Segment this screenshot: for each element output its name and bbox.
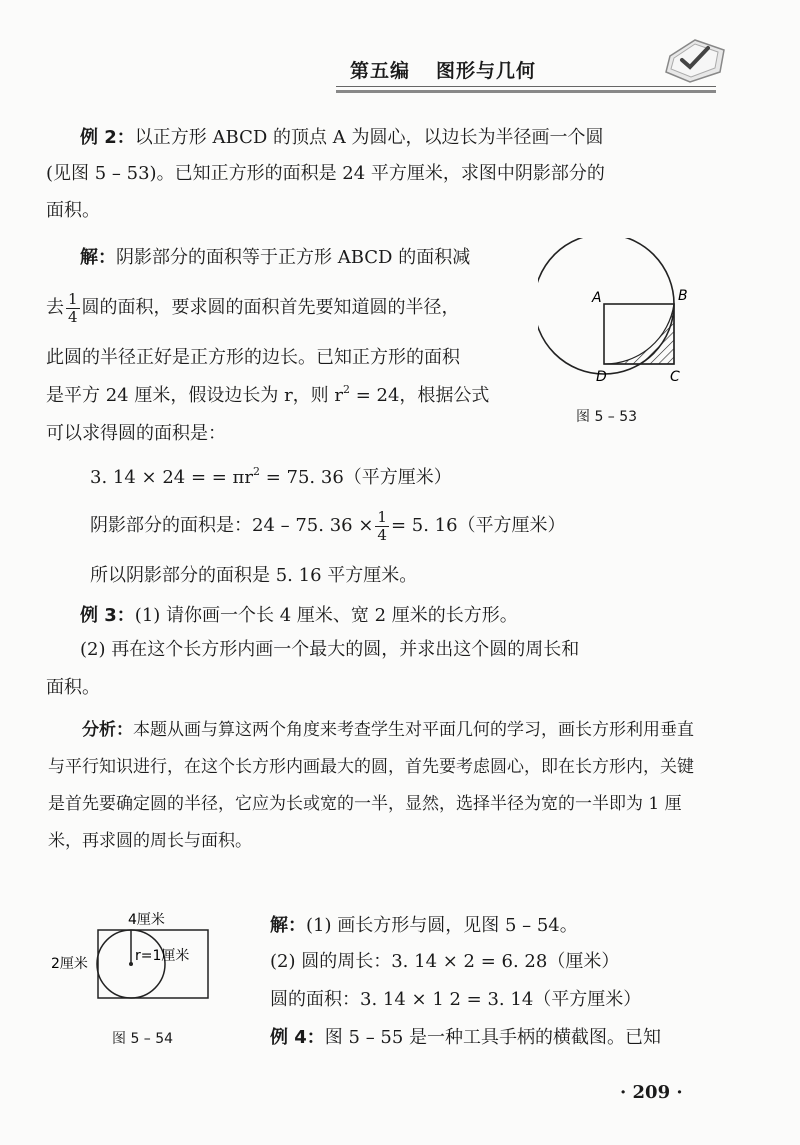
page-number: · 209 · [620, 1082, 683, 1103]
example4-line1: 例 4：图 5 – 55 是一种工具手柄的横截图。已知 [270, 1027, 662, 1048]
fraction-numerator: 1 [68, 289, 78, 308]
fraction-numerator: 1 [377, 507, 387, 526]
solution2-line3: 此圆的半径正好是正方形的边长。已知正方形的面积 [46, 347, 460, 368]
pencil-logo-icon [660, 36, 730, 86]
figure-5-53-caption: 图 5 – 53 [576, 409, 638, 425]
solution2-line2-pre: 去 [46, 297, 64, 318]
solution3-line1: 解：(1) 画长方形与圆，见图 5 – 54。 [270, 915, 578, 936]
analysis-label: 分析 [82, 720, 116, 740]
figure-5-54-caption: 图 5 – 54 [112, 1031, 174, 1047]
example4-text1: 图 5 – 55 是一种工具手柄的横截图。已知 [324, 1027, 662, 1048]
solution3-label: 解 [270, 915, 288, 936]
header-rule [336, 86, 716, 87]
analysis-paragraph: 分析：本题从画与算这两个角度来考查学生对平面几何的学习，画长方形利用垂直与平行知识进行，在这个长方形内画最大的圆，首先要考虑圆心，即在长方形内，关键是首先要确定圆的半径，它应为长或宽的一半，显然，选择半径为宽的一半即为 1 厘米，再求圆的周长与面积。 [48, 720, 694, 851]
figure-5-53 [538, 238, 718, 388]
analysis-text: 本题从画与算这两个角度来考查学生对平面几何的学习，画长方形利用垂直与平行知识进行，在这个长方形内画最大的圆，首先要考虑圆心，即在长方形内，关键是首先要确定圆的半径，它应为长或宽的一半，显然，选择半径为宽的一半即为 1 厘米，再求圆的周长与面积。 [48, 720, 694, 851]
figure-5-54 [48, 910, 218, 1020]
fig54-left-label: 2厘米 [51, 956, 88, 972]
fig54-center-dot [129, 962, 133, 966]
exponent: 2 [343, 383, 350, 396]
solution2-conclusion: 所以阴影部分的面积是 5. 16 平方厘米。 [90, 565, 418, 586]
example2-text1: 以正方形 ABCD 的顶点 A 为圆心，以边长为半径画一个圆 [134, 127, 604, 148]
solution2-line2 [46, 290, 460, 326]
solution2-line4-pre: 是平方 24 厘米，假设边长为 r，则 r [46, 385, 343, 406]
fraction-quarter [375, 509, 389, 544]
fig53-shaded-region [604, 304, 674, 364]
example3-line1: 例 3：(1) 请你画一个长 4 厘米、宽 2 厘米的长方形。 [80, 605, 518, 626]
example3-line3: 面积。 [46, 677, 100, 698]
fig53-label-b: B [678, 288, 688, 304]
example2-line3: 面积。 [46, 200, 100, 221]
solution3-line3: 圆的面积：3. 14 × 1 2 = 3. 14（平方厘米） [270, 989, 642, 1010]
fraction-denominator: 4 [68, 307, 78, 326]
fig53-label-c: C [670, 369, 680, 385]
example3-line2: (2) 再在这个长方形内画一个最大的圆，并求出这个圆的周长和 [80, 639, 580, 660]
solution2-text1: 阴影部分的面积等于正方形 ABCD 的面积减 [116, 247, 471, 268]
solution3-line2: (2) 圆的周长：3. 14 × 2 = 6. 28（厘米） [270, 951, 620, 972]
fraction-denominator: 4 [377, 525, 387, 544]
solution2-line5: 可以求得圆的面积是： [46, 423, 226, 444]
page-header [350, 56, 536, 83]
formula2-pre: 阴影部分的面积是：24 – 75. 36 × [90, 515, 374, 536]
formula1-post: = 75. 36（平方厘米） [260, 467, 452, 488]
solution3-text1: (1) 画长方形与圆，见图 5 – 54。 [306, 915, 578, 936]
formula-circle-area [90, 460, 452, 495]
solution2-line4 [46, 378, 489, 413]
fig54-top-label: 4厘米 [128, 912, 165, 928]
formula2-post: = 5. 16（平方厘米） [390, 515, 566, 536]
example2-line2: (见图 5 – 53)。已知正方形的面积是 24 平方厘米，求图中阴影部分的 [46, 163, 605, 184]
example2-line1: 例 2：以正方形 ABCD 的顶点 A 为圆心，以边长为半径画一个圆 [80, 127, 604, 148]
fig54-radius-label: r=1厘米 [135, 948, 190, 964]
formula1-pre: 3. 14 × 24 = = πr [90, 467, 253, 488]
solution2-line4-post: = 24，根据公式 [350, 385, 490, 406]
header-rule-thick [336, 90, 716, 93]
header-part: 第五编 [350, 60, 411, 82]
example2-label: 例 2 [80, 127, 117, 148]
solution2-line2-post: 圆的面积，要求圆的面积首先要知道圆的半径， [81, 297, 460, 318]
fig54-rectangle [98, 930, 208, 998]
exponent: 2 [253, 465, 260, 478]
fig53-label-d: D [596, 369, 607, 385]
fraction-quarter [66, 291, 80, 326]
example3-text1: (1) 请你画一个长 4 厘米、宽 2 厘米的长方形。 [134, 605, 518, 626]
fig53-label-a: A [592, 290, 602, 306]
solution2-label: 解 [80, 247, 98, 268]
example4-label: 例 4 [270, 1027, 307, 1048]
solution2-line1: 解：阴影部分的面积等于正方形 ABCD 的面积减 [80, 247, 471, 268]
formula-shaded-area [90, 508, 566, 544]
header-title: 图形与几何 [436, 60, 537, 82]
example3-label: 例 3 [80, 605, 117, 626]
